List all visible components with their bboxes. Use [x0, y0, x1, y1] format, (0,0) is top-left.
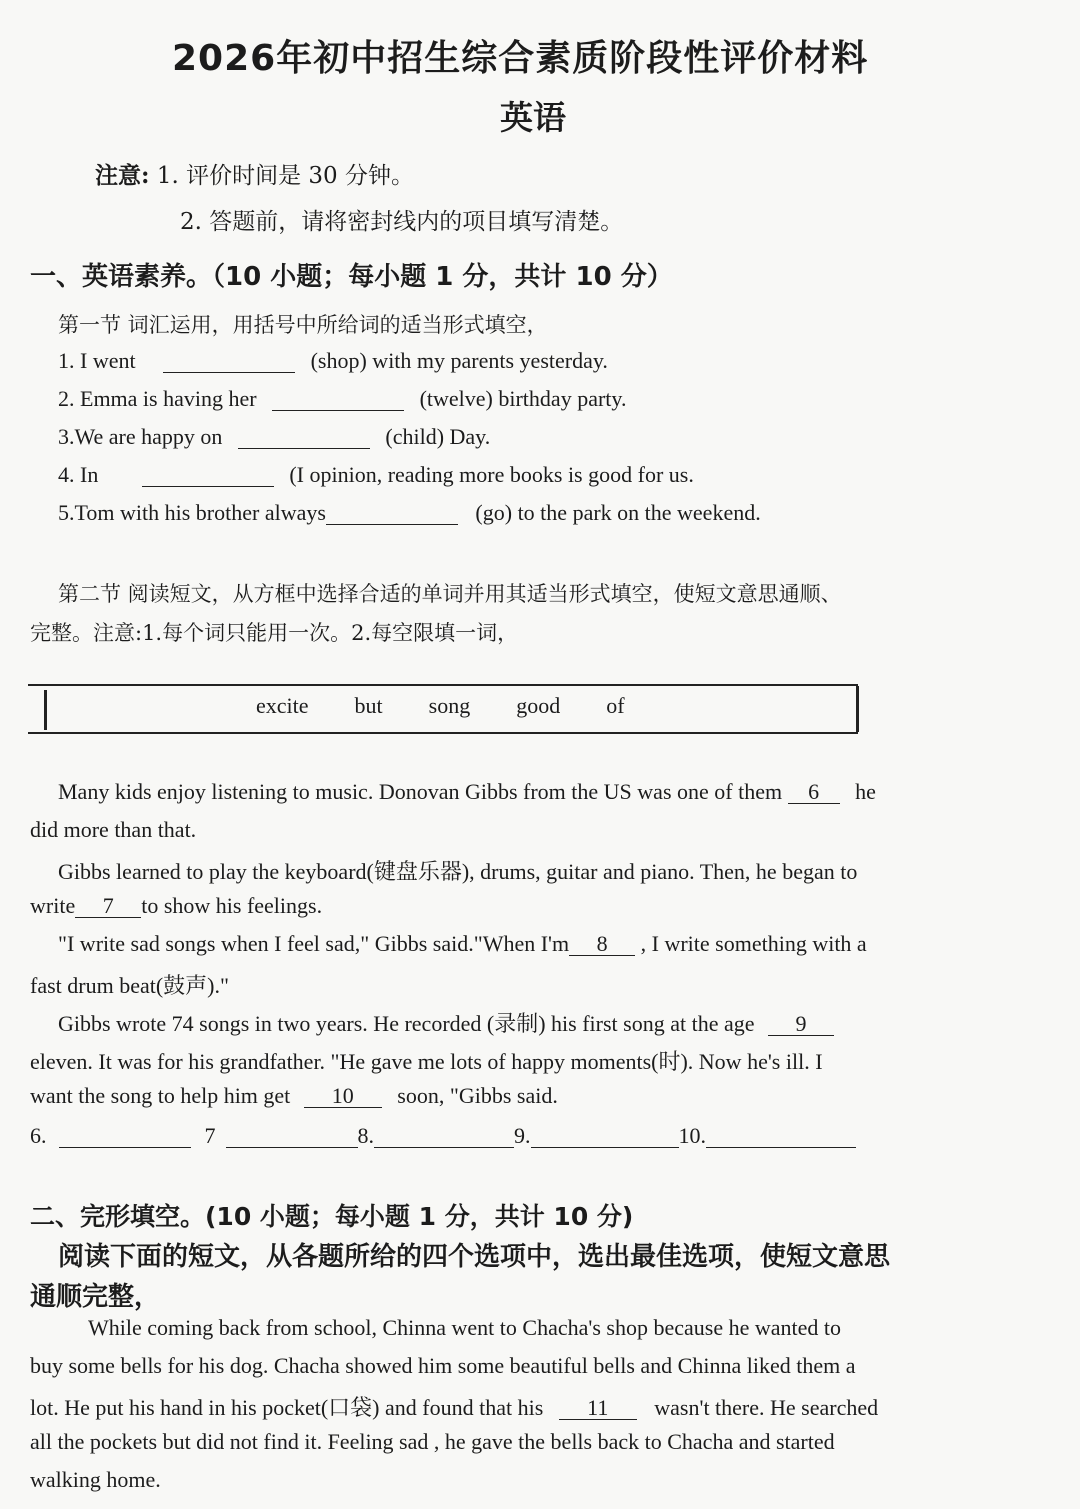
answer-label-6: 6. [30, 1123, 47, 1148]
answer-blank-9[interactable] [531, 1125, 679, 1148]
q5-blank[interactable] [326, 502, 458, 525]
passage-text: Gibbs wrote 74 songs in two years. He recorded (录制) his first song at the age [58, 1011, 755, 1036]
section2-instruction-line2: 完整。注意:1.每个词只能用一次。2.每空限填一词， [30, 621, 519, 645]
blank-10[interactable]: 10 [304, 1085, 382, 1108]
answer-label-7: 7 [204, 1123, 216, 1148]
q4-blank[interactable] [142, 464, 274, 487]
blank-8[interactable]: 8 [569, 933, 635, 956]
passage-text: he [855, 779, 876, 804]
cloze-line: buy some bells for his dog. Chacha showed him some beautiful bells and Chinna liked them a [30, 1353, 856, 1378]
answer-blank-10[interactable] [706, 1125, 856, 1148]
word-bank-item: of [606, 693, 625, 718]
passage-text: Many kids enjoy listening to music. Donovan Gibbs from the US was one of them [58, 779, 783, 804]
question-5 [58, 500, 761, 526]
word-bank-left-border [44, 690, 47, 730]
note-item-1: 1. 评价时间是 30 分钟。 [156, 163, 414, 189]
cloze-text: wasn't there. He searched [654, 1395, 879, 1420]
cloze-line [30, 1391, 878, 1422]
section2-instruction-line1: 第二节 阅读短文，从方框中选择合适的单词并用其适当形式填空，使短文意思通顺、 [58, 582, 842, 606]
answer-label-8: 8. [357, 1123, 374, 1148]
note-item-2: 2. 答题前，请将密封线内的项目填写清楚。 [180, 209, 624, 235]
question-1 [58, 348, 608, 374]
passage-text: soon, "Gibbs said. [397, 1083, 558, 1108]
passage-line: eleven. It was for his grandfather. "He gave me lots of happy moments(时). Now he's ill. I [30, 1049, 823, 1074]
subject-title: 英语 [500, 98, 566, 137]
passage-line [30, 893, 322, 919]
answer-lines [30, 1123, 856, 1149]
q2-text-after: (twelve) birthday party. [419, 386, 627, 411]
cloze-text: lot. He put his hand in his pocket(口袋) and found that his [30, 1395, 544, 1420]
q3-blank[interactable] [238, 426, 370, 449]
question-4 [58, 462, 694, 488]
question-3 [58, 424, 490, 450]
passage-line: fast drum beat(鼓声)." [30, 973, 229, 998]
q5-text-after: (go) to the park on the weekend. [475, 500, 761, 525]
passage-line [30, 1083, 558, 1109]
blank-11[interactable]: 11 [559, 1397, 637, 1420]
word-bank [256, 693, 671, 719]
q1-text-after: (shop) with my parents yesterday. [310, 348, 608, 373]
answer-label-10: 10. [678, 1123, 706, 1148]
q4-text-before: 4. In [58, 462, 99, 487]
passage-text: to show his feelings. [141, 893, 323, 918]
passage-line [58, 931, 867, 957]
word-bank-item: but [354, 693, 383, 718]
cloze-line: walking home. [30, 1467, 161, 1492]
passage-line: did more than that. [30, 817, 197, 842]
q2-text-before: 2. Emma is having her [58, 386, 257, 411]
answer-label-9: 9. [514, 1123, 531, 1148]
part2-instruction-line2: 通顺完整， [30, 1282, 161, 1312]
word-bank-item: good [516, 693, 561, 718]
notes-label: 注意: [95, 162, 150, 189]
q1-blank[interactable] [163, 350, 295, 373]
passage-text: want the song to help him get [30, 1083, 291, 1108]
q3-text-after: (child) Day. [385, 424, 491, 449]
passage-text: , I write something with a [640, 931, 867, 956]
word-bank-item: excite [256, 693, 309, 718]
answer-blank-8[interactable] [374, 1125, 514, 1148]
passage-text: "I write sad songs when I feel sad," Gibbs said."When I'm [58, 931, 570, 956]
blank-9[interactable]: 9 [768, 1013, 834, 1036]
part2-instruction-line1: 阅读下面的短文，从各题所给的四个选项中，选出最佳选项，使短文意思 [58, 1242, 891, 1272]
q4-text-after: (I opinion, reading more books is good for us. [289, 462, 694, 487]
question-2 [58, 386, 626, 412]
passage-line [58, 1007, 834, 1038]
part1-heading: 一、英语素养。（10 小题；每小题 1 分，共计 10 分） [30, 262, 673, 292]
section1-instruction: 第一节 词汇运用，用括号中所给词的适当形式填空， [58, 313, 548, 337]
q1-text-before: 1. I went [58, 348, 136, 373]
word-bank-item: song [428, 693, 471, 718]
answer-blank-6[interactable] [59, 1125, 191, 1148]
answer-blank-7[interactable] [226, 1125, 358, 1148]
blank-6[interactable]: 6 [788, 781, 840, 804]
q5-text-before: 5.Tom with his brother always [58, 500, 326, 525]
word-bank-right-border [856, 686, 859, 732]
q2-blank[interactable] [272, 388, 404, 411]
q3-text-before: 3.We are happy on [58, 424, 223, 449]
passage-text: write [30, 893, 76, 918]
cloze-line: While coming back from school, Chinna went to Chacha's shop because he wanted to [88, 1315, 841, 1340]
passage-line: Gibbs learned to play the keyboard(键盘乐器), drums, guitar and piano. Then, he began to [58, 859, 858, 884]
blank-7[interactable]: 7 [75, 895, 141, 918]
part2-heading: 二、完形填空。(10 小题；每小题 1 分，共计 10 分) [30, 1202, 634, 1231]
notes-line-1 [95, 157, 414, 190]
passage-line [58, 779, 876, 805]
cloze-line: all the pockets but did not find it. Feeling sad , he gave the bells back to Chacha and started [30, 1429, 835, 1454]
document-title: 2026年初中招生综合素质阶段性评价材料 [172, 38, 869, 79]
